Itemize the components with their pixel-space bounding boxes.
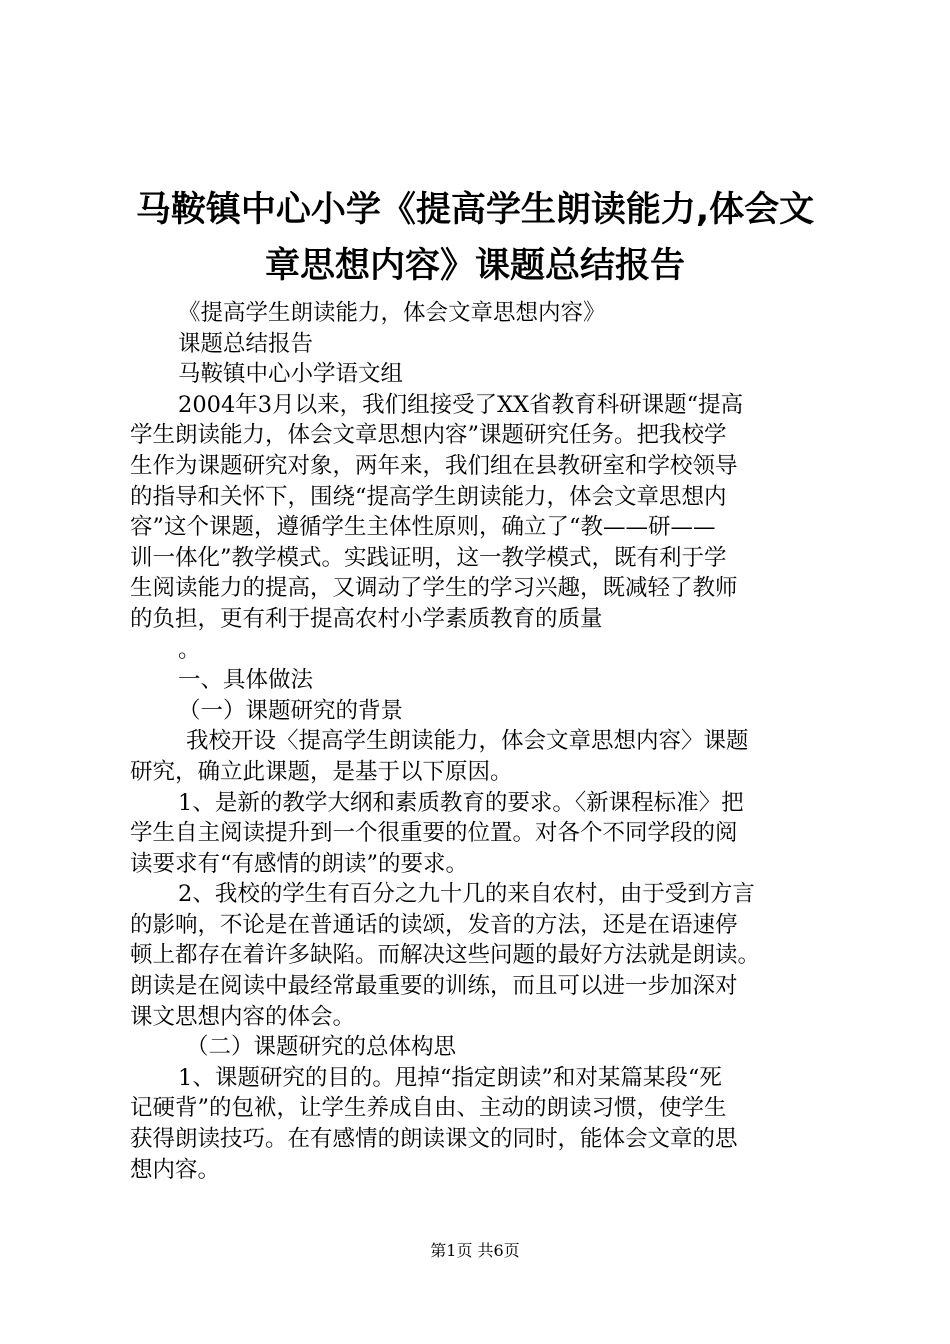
body-text-line: 我校开设〈提高学生朗读能力，体会文章思想内容〉课题 [186,728,749,755]
body-text-line: 研究，确立此课题，是基于以下原因。 [130,758,513,785]
body-text-line: 2004年3月以来，我们组接受了XX省教育科研课题“提高 [178,391,744,418]
author-line: 马鞍镇中心小学语文组 [178,361,404,388]
body-text-line: 学生朗读能力，体会文章思想内容”课题研究任务。把我校学 [130,422,727,449]
body-text-line: 训一体化”教学模式。实践证明，这一教学模式，既有利于学 [130,544,727,571]
body-text-line: 1、课题研究的目的。甩掉“指定朗读”和对某篇某段“死 [178,1064,722,1091]
body-text-line: 想内容。 [130,1156,221,1183]
body-text-line: 学生自主阅读提升到一个很重要的位置。对各个不同学段的阅 [130,820,738,847]
body-text-line: 的指导和关怀下，围绕“提高学生朗读能力，体会文章思想内 [130,483,727,510]
document-title [120,182,830,294]
body-text-line: 顿上都存在着许多缺陷。而解决这些问题的最好方法就是朗读。 [130,942,761,969]
subsection-heading: （二）课题研究的总体构思 [186,1034,457,1061]
body-text-line: 获得朗读技巧。在有感情的朗读课文的同时，能体会文章的思 [130,1126,738,1153]
body-text-line: 1、是新的教学大纲和素质教育的要求。〈新课程标准〉把 [178,789,744,816]
body-text-line: 朗读是在阅读中最经常最重要的训练，而且可以进一步加深对 [130,973,738,1000]
subtitle-report-line: 课题总结报告 [178,330,314,357]
document-body [130,298,830,1185]
subsection-heading: （一）课题研究的背景 [178,697,404,724]
body-text-line: 的负担，更有利于提高农村小学素质教育的质量 [130,605,603,632]
body-text-line: 生作为课题研究对象，两年来，我们组在县教研室和学校领导 [130,452,738,479]
body-text-line: 容”这个课题，遵循学生主体性原则，确立了“教——研—— [130,514,716,541]
title-line-1: 马鞍镇中心小学《提高学生朗读能力,体会文 [135,190,815,230]
title-line-2: 章思想内容》课题总结报告 [264,246,685,286]
body-text-line: 的影响，不论是在普通话的读颂，发音的方法，还是在语速停 [130,911,738,938]
page-footer: 第1页 共6页 [430,1241,520,1260]
body-text-line: 。 [178,636,201,663]
body-text-line: 读要求有“有感情的朗读”的要求。 [130,850,469,877]
section-heading: 一、具体做法 [178,667,314,694]
body-text-line: 记硬背”的包袱，让学生养成自由、主动的朗读习惯，使学生 [130,1095,727,1122]
body-text-line: 生阅读能力的提高，又调动了学生的学习兴趣，既减轻了教师 [130,575,738,602]
body-text-line: 课文思想内容的体会。 [130,1003,356,1030]
subtitle-line: 《提高学生朗读能力，体会文章思想内容》 [178,300,606,326]
body-text-line: 2、我校的学生有百分之九十几的来自农村，由于受到方言 [178,881,755,908]
